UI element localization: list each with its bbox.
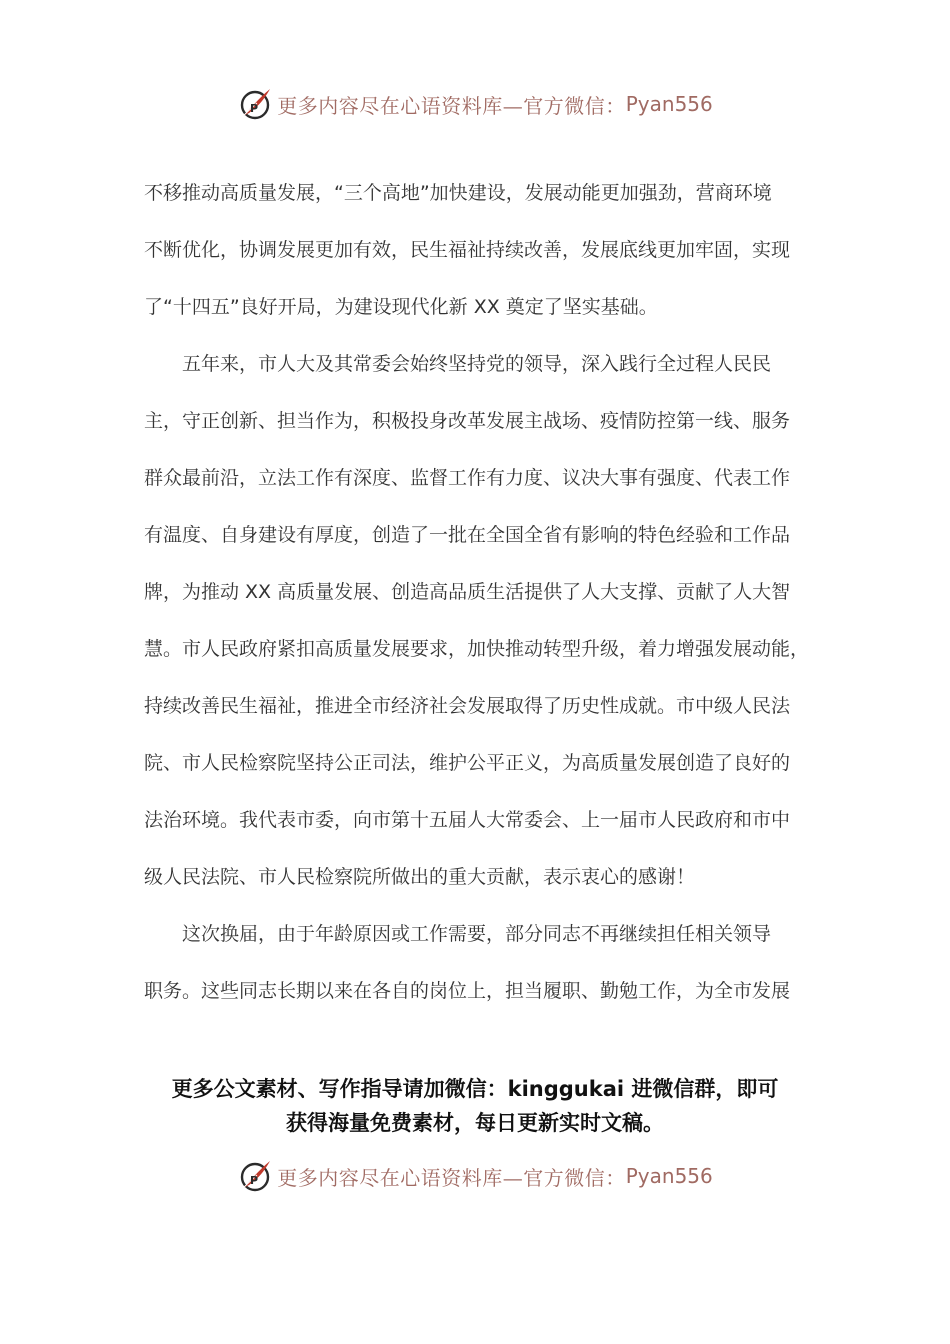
footer-banner	[0, 1156, 950, 1196]
svg-text:P: P	[250, 102, 259, 115]
body-line: 不断优化，协调发展更加有效，民生福祉持续改善，发展底线更加牢固，实现	[144, 239, 791, 261]
body-line: 法治环境。我代表市委，向市第十五届人大常委会、上一届市人民政府和市中	[144, 809, 791, 831]
body-line: 群众最前沿，立法工作有深度、监督工作有力度、议决大事有强度、代表工作	[144, 467, 791, 489]
promo-notice	[120, 1072, 830, 1140]
body-line: 主，守正创新、担当作为，积极投身改革发展主战场、疫情防控第一线、服务	[144, 410, 791, 432]
footer-wechat-id: Pyan556	[625, 1164, 713, 1188]
promo-line-2: 获得海量免费素材，每日更新实时文稿。	[286, 1111, 664, 1135]
document-body	[144, 171, 810, 1026]
body-line: 职务。这些同志长期以来在各自的岗位上，担当履职、勤勉工作，为全市发展	[144, 980, 791, 1002]
body-line: 持续改善民生福祉，推进全市经济社会发展取得了历史性成就。市中级人民法	[144, 695, 791, 717]
body-line: 级人民法院、市人民检察院所做出的重大贡献，表示衷心的感谢！	[144, 866, 696, 888]
body-line: 这次换届，由于年龄原因或工作需要，部分同志不再继续担任相关领导	[144, 923, 772, 945]
body-line: 了“十四五”良好开局，为建设现代化新 XX 奠定了坚实基础。	[144, 296, 658, 318]
header-brand-text: 更多内容尽在心语资料库—官方微信：	[277, 93, 626, 118]
body-line: 不移推动高质量发展，“三个高地”加快建设，发展动能更加强劲，营商环境	[144, 182, 772, 204]
promo-line-1: 更多公文素材、写作指导请加微信：kinggukai 进微信群，即可	[171, 1077, 779, 1101]
svg-text:P: P	[250, 1174, 259, 1187]
body-line: 有温度、自身建设有厚度，创造了一批在全国全省有影响的特色经验和工作品	[144, 524, 791, 546]
quill-logo-icon	[237, 86, 273, 122]
body-line: 院、市人民检察院坚持公正司法，维护公平正义，为高质量发展创造了良好的	[144, 752, 791, 774]
body-line: 牌，为推动 XX 高质量发展、创造高品质生活提供了人大支撑、贡献了人大智	[144, 581, 791, 603]
body-line: 五年来，市人大及其常委会始终坚持党的领导，深入践行全过程人民民	[144, 353, 772, 375]
header-banner	[0, 84, 950, 124]
header-wechat-id: Pyan556	[625, 92, 713, 116]
body-line: 慧。市人民政府紧扣高质量发展要求，加快推动转型升级，着力增强发展动能，	[144, 638, 810, 660]
footer-brand-text: 更多内容尽在心语资料库—官方微信：	[277, 1165, 626, 1190]
quill-logo-icon	[237, 1158, 273, 1194]
